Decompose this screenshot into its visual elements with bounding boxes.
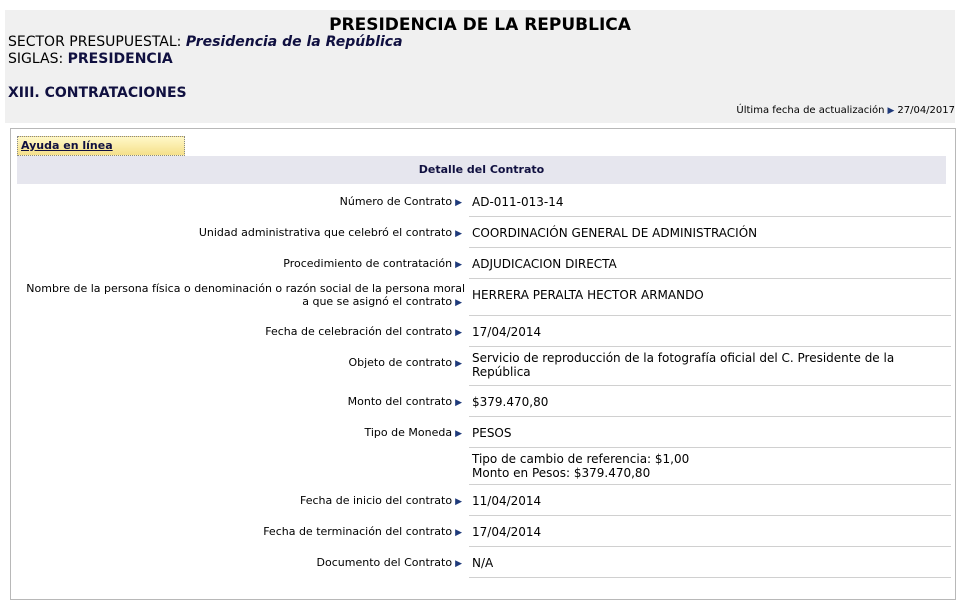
field-label: Fecha de terminación del contrato ▶ xyxy=(263,525,462,538)
detail-row xyxy=(17,547,946,578)
siglas-value: PRESIDENCIA xyxy=(67,51,173,67)
arrow-right-icon: ▶ xyxy=(887,106,895,116)
help-link[interactable]: Ayuda en línea xyxy=(21,139,113,152)
field-value: ADJUDICACION DIRECTA xyxy=(472,257,617,271)
field-label: Procedimiento de contratación ▶ xyxy=(283,257,462,270)
arrow-right-icon: ▶ xyxy=(455,497,462,507)
arrow-right-icon: ▶ xyxy=(455,328,462,338)
sector-line xyxy=(8,34,403,50)
field-value: N/A xyxy=(472,556,494,570)
detail-header: Detalle del Contrato xyxy=(17,156,946,184)
header xyxy=(5,10,955,123)
detail-row xyxy=(17,386,946,417)
arrow-right-icon: ▶ xyxy=(455,298,462,308)
siglas-label: SIGLAS: xyxy=(8,51,68,67)
field-label: Fecha de inicio del contrato ▶ xyxy=(299,494,462,507)
sector-value: Presidencia de la República xyxy=(185,34,403,50)
arrow-right-icon: ▶ xyxy=(455,528,462,538)
siglas-line xyxy=(8,51,173,67)
field-label: Nombre de la persona física o denominación o razón social de la persona moral a que se asignó el contrato ▶ xyxy=(26,282,465,308)
field-value: 11/04/2014 xyxy=(472,494,542,508)
detail-row xyxy=(17,279,946,316)
updated-label: Última fecha de actualización xyxy=(736,105,885,116)
arrow-right-icon: ▶ xyxy=(455,260,462,270)
page-title: PRESIDENCIA DE LA REPUBLICA xyxy=(329,15,631,35)
sector-label: SECTOR PRESUPUESTAL: xyxy=(8,34,186,50)
field-value: 17/04/2014 xyxy=(472,325,542,339)
arrow-right-icon: ▶ xyxy=(455,359,462,369)
arrow-right-icon: ▶ xyxy=(455,398,462,408)
field-value: $379.470,80 xyxy=(472,395,549,409)
field-value: AD-011-013-14 xyxy=(472,195,564,209)
detail-row xyxy=(17,448,946,485)
field-label: Objeto de contrato ▶ xyxy=(348,356,462,369)
contract-panel xyxy=(10,128,956,600)
help-box xyxy=(17,136,185,156)
detail-row xyxy=(17,417,946,448)
detail-row xyxy=(17,347,946,386)
field-value: Tipo de cambio de referencia: $1,00 Monto en Pesos: $379.470,80 xyxy=(472,452,690,480)
last-updated xyxy=(736,105,955,116)
arrow-right-icon: ▶ xyxy=(455,429,462,439)
field-label: Documento del Contrato ▶ xyxy=(316,556,462,569)
updated-value: 27/04/2017 xyxy=(897,105,955,116)
detail-row xyxy=(17,186,946,217)
field-value: PESOS xyxy=(472,426,512,440)
arrow-right-icon: ▶ xyxy=(455,229,462,239)
field-value: HERRERA PERALTA HECTOR ARMANDO xyxy=(472,288,704,302)
field-label: Número de Contrato ▶ xyxy=(339,195,462,208)
detail-row xyxy=(17,485,946,516)
row-divider xyxy=(469,577,951,578)
detail-row xyxy=(17,217,946,248)
field-value: 17/04/2014 xyxy=(472,525,542,539)
arrow-right-icon: ▶ xyxy=(455,559,462,569)
section-title: XIII. CONTRATACIONES xyxy=(8,85,187,101)
field-label: Tipo de Moneda ▶ xyxy=(364,426,462,439)
detail-row xyxy=(17,316,946,347)
arrow-right-icon: ▶ xyxy=(455,198,462,208)
field-label: Fecha de celebración del contrato ▶ xyxy=(265,325,462,338)
field-label: Unidad administrativa que celebró el contrato ▶ xyxy=(198,226,462,239)
field-value: COORDINACIÓN GENERAL DE ADMINISTRACIÓN xyxy=(472,226,758,240)
field-label: Monto del contrato ▶ xyxy=(347,395,462,408)
field-value: Servicio de reproducción de la fotografía oficial del C. Presidente de la República xyxy=(472,351,895,379)
detail-row xyxy=(17,516,946,547)
detail-row xyxy=(17,248,946,279)
